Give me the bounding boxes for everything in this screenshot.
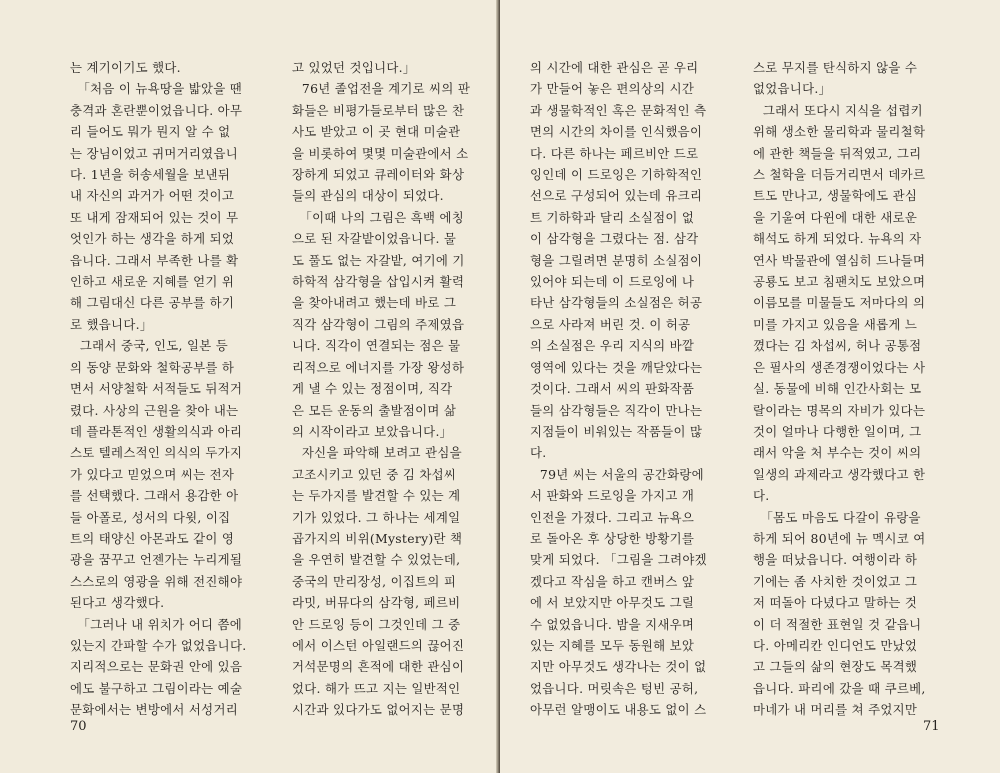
- paragraph: 「이때 나의 그림은 흑백 에칭 으로 된 자갈밭이었읍니다. 물 도 풀도 없는 자갈밭, 여기에 기 하학적 삼각형을 삽입시켜 활력 을 찾아내려고 했는데 바로 그 직각 삼각형이 그림의 주제였읍 니다. 직각이 연결되는 점은 물 리적으로 에너지를 가장 왕성하 게 낼 수 있는 정점이며, 직각 은 모든 운동의 출발점이며 삶 의 시작이라고 보았읍니다.」: [292, 209, 465, 439]
- right-column-2: [753, 57, 953, 721]
- paragraph: 「처음 이 뉴욕땅을 밟았을 땐 충격과 혼란뿐이었읍니다. 아무 리 들어도 뭐가 뭔지 알 수 없 는 장님이었고 귀머거리였읍니 다. 1년을 허송세월을 보낸뒤 내 자신의 과거가 어떤 것이고 또 내게 잠재되어 있는 것이 무 엇인가 하는 생각을 하게 되었 읍니다. 그래서 부족한 나를 확 인하고 새로운 지혜를 얻기 위 해 그림대신 다른 공부를 하기 로 했읍니다.」: [70, 81, 243, 332]
- paragraph: 스로 무지를 탄식하지 않을 수 없었읍니다.」: [753, 60, 918, 97]
- right-column-1: [530, 57, 730, 721]
- paragraph: 79년 씨는 서울의 공간화랑에 서 판화와 드로잉을 가지고 개 인전을 가졌다. 그리고 뉴욕으 로 돌아온 후 상당한 방황기를 맞게 되었다. 「그림을 그려야겠 겠다고 작심을 하고 캔버스 앞 에 서 보았지만 아무것도 그릴 수 없었읍니다. 밤을 지새우며 있는 지혜를 모두 동원해 보았 지만 아무것도 생각나는 것이 없 었읍니다. 머릿속은 텅빈 공허, 아무런 알맹이도 내용도 없이 스: [530, 466, 707, 718]
- paragraph: 「몸도 마음도 다갈이 유랑을 하게 되어 80년에 뉴 멕시코 여 행을 떠났읍니다. 여행이라 하 기에는 좀 사치한 것이었고 그 저 떠돌아 다녔다고 말하는 것 이 더 적절한 표현일 것 같읍니 다. 아메리칸 인디언도 만났었 고 그들의 삶의 현장도 목격했 읍니다. 파리에 갔을 때 쿠르베, 마네가 내 머리를 쳐 주었지만: [753, 509, 926, 718]
- paragraph: 그래서 또다시 지식을 섭렵키 위해 생소한 물리학과 물리철학 에 관한 책들을 뒤적였고, 그리 스 철학을 더듬거리면서 데카르 트도 만나고, 생물학에도 관심 을 기울여 다윈에 대한 새로운 해석도 하게 되었다. 뉴욕의 자 연사 박물관에 열심히 드나들며 공룡도 보고 침팬치도 보았으며 이름모를 미물들도 저마다의 의 미를 가지고 있음을 새롭게 느 꼈다는 김 차섭씨, 허나 공통점 은 필사의 생존경쟁이었다는 사 실. 동물에 비해 인간사회는 모 랄이라는 명목의 자비가 있다는 것이 얼마나 다행한 일이며, 그 래서 악을 처 부수는 것이 씨의 일생의 과제라고 생각했다고 한 다.: [753, 102, 926, 504]
- paragraph: 고 있었던 것입니다.」: [292, 60, 416, 75]
- left-column-1: [70, 57, 270, 721]
- page-number-left: 70: [70, 719, 87, 734]
- paragraph: 자신을 파악해 보려고 관심을 고조시키고 있던 중 김 차섭씨 는 두가지를 발견할 수 있는 계 기가 있었다. 그 하나는 세계일 곱가지의 비위(Mystery)란 책 을 우연히 발견할 수 있었는데, 중국의 만리장성, 이집트의 피 라밋, 버뮤다의 삼각형, 페르비 안 드로잉 등이 그것인데 그 중 에서 이스턴 아일랜드의 끊어진 거석문명의 흔적에 대한 관심이 었다. 해가 뜨고 지는 일반적인 시간과 있다가도 없어지는 문명: [292, 445, 465, 718]
- page-number-right: 71: [923, 719, 940, 734]
- paragraph: 76년 졸업전을 계기로 씨의 판 화들은 비평가들로부터 많은 찬 사도 받았고 이 곳 현대 미술관 을 비롯하여 몇몇 미술관에서 소 장하게 되었고 큐레이터와 화상 들의 관심의 대상이 되었다.: [292, 81, 471, 204]
- paragraph: 그래서 중국, 인도, 일본 등 의 동양 문화와 철학공부를 하 면서 서양철학 서적들도 뒤적거 렸다. 사상의 근원을 찾아 내는 데 플라톤적인 생활의식과 아리 스토 텔레스적인 의식의 두가지 가 있다고 믿었으며 씨는 전자 를 선택했다. 그래서 용감한 아 들 아폴로, 성서의 다윗, 이집 트의 태양신 아몬과도 같이 영 광을 꿈꾸고 언젠가는 누리게될 스스로의 영광을 위해 전진해야 된다고 생각했다.: [70, 338, 243, 611]
- left-column-2: [292, 57, 492, 721]
- paragraph: 「그러나 내 위치가 어디 쯤에 있는지 간파할 수가 없었읍니다. 지리적으로는 문화권 안에 있음 에도 불구하고 그림이라는 예술 문화에서는 변방에서 서성거리: [70, 616, 247, 718]
- paragraph: 의 시간에 대한 관심은 곧 우리 가 만들어 놓은 편의상의 시간 과 생물학적인 혹은 문화적인 측 면의 시간의 차이를 인식했음이 다. 다른 하나는 페르비안 드로 잉인데 이 드로잉은 기하학적인 선으로 구성되어 있는데 유크리 트 기하학과 달리 소실점이 없 이 삼각형을 그렸다는 점. 삼각 형을 그릴려면 분명히 소실점이 있어야 되는데 이 드로잉에 나 타난 삼각형들의 소실점은 허공 으로 사라져 버린 것. 이 허공 의 소실점은 우리 지식의 바깥 영역에 있다는 것을 깨닫았다는 것이다. 그래서 씨의 판화작품 들의 삼각형들은 직각이 만나는 지점들이 비워있는 작품들이 많 다.: [530, 60, 707, 461]
- paragraph: 는 계기이기도 했다.: [70, 60, 181, 75]
